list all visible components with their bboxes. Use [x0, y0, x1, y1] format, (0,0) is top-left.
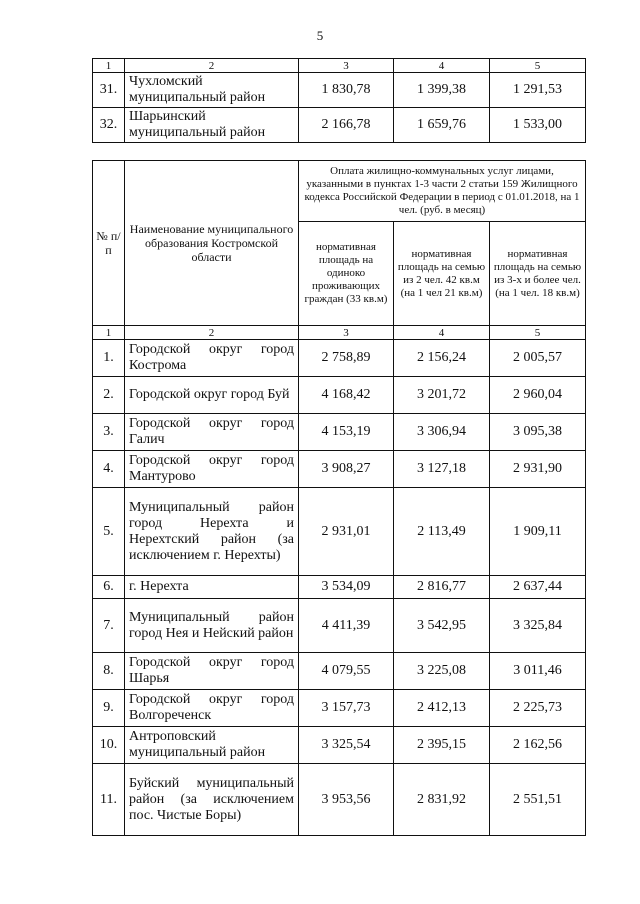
municipality-name: Муниципальный район город Нея и Нейский район: [125, 599, 299, 653]
row-number: 10.: [93, 727, 125, 764]
value-cell: 3 127,18: [394, 451, 490, 488]
value-cell: 2 225,73: [490, 690, 586, 727]
row-number: 3.: [93, 414, 125, 451]
header-name: Наименование муниципального образования Костромской области: [125, 161, 299, 326]
value-cell: 1 533,00: [490, 108, 586, 143]
municipality-name: Городской округ город Волгореченск: [125, 690, 299, 727]
header-row: [93, 161, 586, 222]
value-cell: 2 758,89: [299, 340, 394, 377]
municipality-name: Городской округ город Мантурово: [125, 451, 299, 488]
index-cell: 2: [125, 326, 299, 340]
municipality-name: г. Нерехта: [125, 576, 299, 599]
value-cell: 3 011,46: [490, 653, 586, 690]
value-cell: 3 095,38: [490, 414, 586, 451]
municipality-name: Шарьинский муниципальный район: [125, 108, 299, 143]
header-col3: нормативная площадь на одиноко проживающих граждан (33 кв.м): [299, 222, 394, 326]
table-row: [93, 488, 586, 576]
row-number: 6.: [93, 576, 125, 599]
header-col5: нормативная площадь на семью из 3-х и более чел. (на 1 чел. 18 кв.м): [490, 222, 586, 326]
page-number: 5: [316, 28, 324, 43]
municipality-name: Городской округ город Галич: [125, 414, 299, 451]
index-cell: 3: [299, 326, 394, 340]
index-cell: 1: [93, 59, 125, 73]
value-cell: 4 153,19: [299, 414, 394, 451]
main-table: [92, 160, 586, 836]
value-cell: 3 201,72: [394, 377, 490, 414]
value-cell: 3 908,27: [299, 451, 394, 488]
index-cell: 5: [490, 59, 586, 73]
row-number: 2.: [93, 377, 125, 414]
municipality-name: Городской округ город Шарья: [125, 653, 299, 690]
table-row: [93, 73, 586, 108]
row-number: 8.: [93, 653, 125, 690]
table-row: [93, 690, 586, 727]
value-cell: 2 162,56: [490, 727, 586, 764]
value-cell: 3 534,09: [299, 576, 394, 599]
value-cell: 2 931,90: [490, 451, 586, 488]
row-number: 11.: [93, 764, 125, 836]
row-number: 4.: [93, 451, 125, 488]
table-row: [93, 653, 586, 690]
value-cell: 4 411,39: [299, 599, 394, 653]
municipality-name: Муниципальный район город Нерехта и Нерехтский район (за исключением г. Нерехты): [125, 488, 299, 576]
index-cell: 5: [490, 326, 586, 340]
index-cell: 2: [125, 59, 299, 73]
municipality-name: Антроповский муниципальный район: [125, 727, 299, 764]
table-index-row: [93, 326, 586, 340]
value-cell: 3 157,73: [299, 690, 394, 727]
value-cell: 2 637,44: [490, 576, 586, 599]
header-number: № п/п: [93, 161, 125, 326]
value-cell: 1 830,78: [299, 73, 394, 108]
header-col4: нормативная площадь на семью из 2 чел. 42 кв.м (на 1 чел 21 кв.м): [394, 222, 490, 326]
table-row: [93, 108, 586, 143]
value-cell: 1 291,53: [490, 73, 586, 108]
municipality-name: Городской округ город Кострома: [125, 340, 299, 377]
value-cell: 3 325,84: [490, 599, 586, 653]
table-row: [93, 764, 586, 836]
table-row: [93, 414, 586, 451]
value-cell: 3 225,08: [394, 653, 490, 690]
value-cell: 2 551,51: [490, 764, 586, 836]
row-number: 7.: [93, 599, 125, 653]
value-cell: 4 168,42: [299, 377, 394, 414]
value-cell: 1 399,38: [394, 73, 490, 108]
value-cell: 2 156,24: [394, 340, 490, 377]
value-cell: 2 395,15: [394, 727, 490, 764]
value-cell: 2 831,92: [394, 764, 490, 836]
top-table: [92, 58, 586, 143]
table-row: [93, 599, 586, 653]
value-cell: 3 306,94: [394, 414, 490, 451]
table-row: [93, 451, 586, 488]
table-row: [93, 377, 586, 414]
index-cell: 4: [394, 59, 490, 73]
row-number: 31.: [93, 73, 125, 108]
value-cell: 2 166,78: [299, 108, 394, 143]
table-index-row: [93, 59, 586, 73]
value-cell: 1 659,76: [394, 108, 490, 143]
value-cell: 1 909,11: [490, 488, 586, 576]
value-cell: 2 816,77: [394, 576, 490, 599]
value-cell: 2 931,01: [299, 488, 394, 576]
value-cell: 2 113,49: [394, 488, 490, 576]
value-cell: 2 412,13: [394, 690, 490, 727]
value-cell: 3 325,54: [299, 727, 394, 764]
table-row: [93, 340, 586, 377]
value-cell: 4 079,55: [299, 653, 394, 690]
municipality-name: Буйский муниципальный район (за исключением пос. Чистые Боры): [125, 764, 299, 836]
value-cell: 2 960,04: [490, 377, 586, 414]
table-row: [93, 727, 586, 764]
value-cell: 3 953,56: [299, 764, 394, 836]
row-number: 5.: [93, 488, 125, 576]
row-number: 1.: [93, 340, 125, 377]
index-cell: 4: [394, 326, 490, 340]
value-cell: 3 542,95: [394, 599, 490, 653]
index-cell: 1: [93, 326, 125, 340]
municipality-name: Городской округ город Буй: [125, 377, 299, 414]
header-group: Оплата жилищно-коммунальных услуг лицами, указанными в пунктах 1-3 части 2 статьи 159 Жилищного кодекса Российской Федерации в период с 01.01.2018, на 1 чел. (руб. в месяц): [299, 161, 586, 222]
table-row: [93, 576, 586, 599]
municipality-name: Чухломский муниципальный район: [125, 73, 299, 108]
row-number: 9.: [93, 690, 125, 727]
index-cell: 3: [299, 59, 394, 73]
value-cell: 2 005,57: [490, 340, 586, 377]
row-number: 32.: [93, 108, 125, 143]
